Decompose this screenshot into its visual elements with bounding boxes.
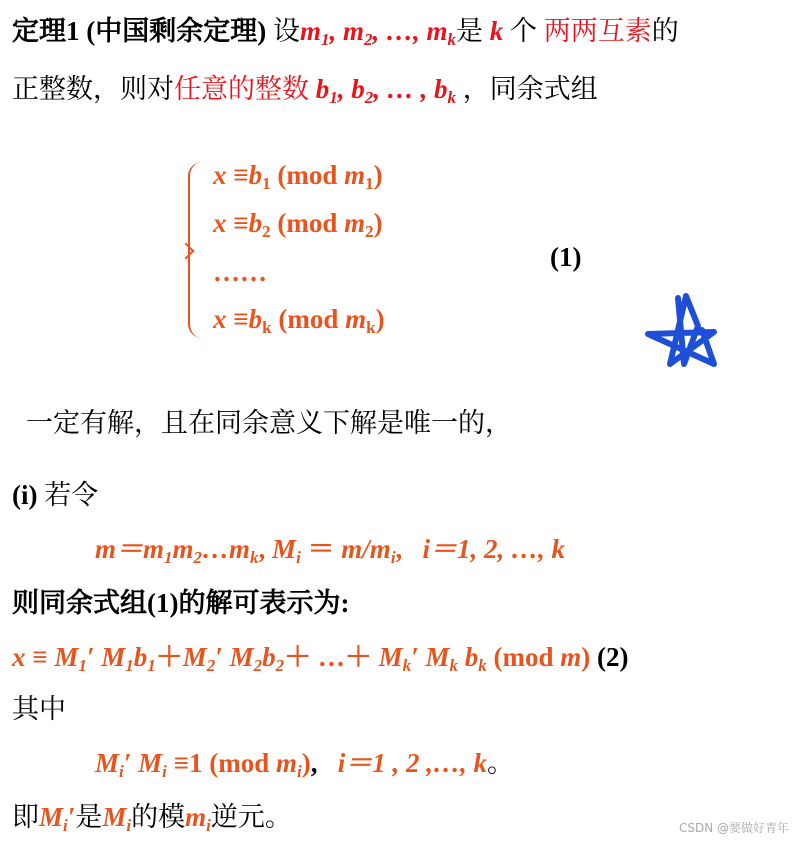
- system-line-2: $x \equiv b_2$ (mod $m_2$): [213, 208, 383, 241]
- inverse-word: 逆元。: [210, 802, 292, 832]
- big-m-definition: $M_i$: [272, 534, 301, 567]
- star-icon: [640, 290, 730, 380]
- statement: 一定有解，且在同余意义下解是唯一的，: [26, 408, 512, 438]
- line2-end: ，同余式组: [462, 74, 598, 104]
- inverse-range: i＝1 , 2 ,…, k: [337, 748, 487, 778]
- set-word: 设: [272, 16, 300, 46]
- k-var: k: [489, 16, 504, 46]
- solution-mod: (mod m): [493, 642, 591, 672]
- where-label: 其中: [12, 694, 66, 724]
- ie-word: 即: [12, 802, 39, 832]
- system-line-3: ……: [213, 257, 267, 287]
- part-i: [12, 478, 98, 512]
- solution-intro: 则同余式组(1)的解可表示为:: [12, 588, 350, 618]
- line2-start: 正整数，则对: [12, 74, 174, 104]
- system-line-4: $x \equiv b_k$ (mod $m_k$): [213, 304, 385, 337]
- watermark: CSDN @要做好青年: [678, 821, 789, 835]
- arbitrary-integers: 任意的整数: [174, 74, 309, 104]
- m-definition: $m=m_1m_2\dots m_k$: [95, 534, 259, 567]
- definitions-line: $m=m_1m_2\dots m_k$, $M_i = m/m_i$, i＝1, 2, …, k: [95, 534, 566, 567]
- last-line: 即$M_i'$是$M_i$的模$m_i$逆元。: [12, 802, 292, 835]
- theorem-label: 定理1: [12, 16, 80, 46]
- of-word: 的: [651, 16, 679, 46]
- b-list: $b_1$, $b_2$, … , $b_k$: [315, 74, 456, 107]
- system-line-1: $x \equiv b_1$ (mod $m_1$): [213, 160, 383, 193]
- theorem-line-1: [12, 14, 679, 48]
- equation-number-1: (1): [550, 242, 582, 272]
- moduli-list: $m_1$, $m_2$, …, $m_k$: [299, 16, 457, 49]
- inverse-condition: $M_i'$ $M_i \equiv 1$ (mod $m_i$), i＝1 , 2 ,…, k。: [95, 748, 514, 781]
- index-range: i＝1, 2, …, k: [422, 534, 566, 564]
- count-word: 个: [510, 16, 538, 46]
- theorem-name: (中国剩余定理): [86, 16, 267, 46]
- is-word: 是: [456, 16, 484, 46]
- of-mod-word: 的模: [131, 802, 186, 832]
- theorem-line-2: [12, 72, 598, 106]
- solution-formula: $x \equiv M_1'$ $M_1b_1+M_2'$ $M_2b_2+$ …＋ $M_k'$ $M_k$ $b_k$ (mod m) (2): [12, 642, 629, 675]
- part-i-label: (i): [12, 480, 38, 510]
- equation-number-2: (2): [597, 642, 629, 672]
- is-word-2: 是: [75, 802, 103, 832]
- coprime-term: 两两互素: [543, 16, 652, 46]
- part-i-text: 若令: [44, 480, 99, 510]
